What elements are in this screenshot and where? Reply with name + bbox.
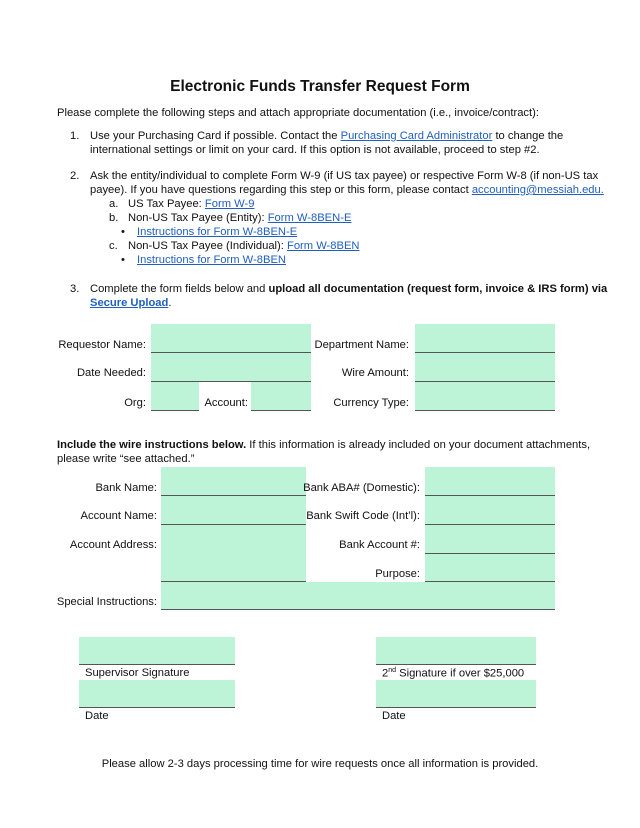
page-title: Electronic Funds Transfer Request Form (170, 78, 470, 95)
wire-amount-label: Wire Amount: (341, 367, 409, 379)
form-w8ben-e-link[interactable]: Form W-8BEN-E (267, 212, 352, 224)
supervisor-signature-input[interactable] (79, 637, 235, 665)
wire-amount-input[interactable] (415, 353, 555, 382)
date-needed-label: Date Needed: (76, 367, 146, 379)
org-label: Org: (124, 397, 146, 409)
bank-swift-input[interactable] (425, 496, 555, 525)
intro-text: Please complete the following steps and attach appropriate documentation (i.e., invoice/contract): (57, 107, 539, 119)
bank-account-label: Bank Account #: (339, 539, 420, 551)
instructions-w8ben-link[interactable]: Instructions for Form W-8BEN (137, 254, 286, 266)
department-name-input[interactable] (415, 324, 555, 353)
bank-name-label: Bank Name: (95, 482, 157, 494)
currency-type-label: Currency Type: (333, 397, 409, 409)
second-signature-input[interactable] (376, 637, 536, 665)
step-1-line2: international settings or limit on your card. If this option is not available, proceed to step #2. (90, 144, 540, 156)
account-label: Account: (204, 397, 248, 409)
footer-note: Please allow 2-3 days processing time for wire requests once all information is provided. (101, 758, 539, 770)
account-name-input[interactable] (161, 496, 306, 525)
secure-upload-link[interactable]: Secure Upload (90, 297, 169, 309)
currency-type-input[interactable] (415, 382, 555, 411)
step-2a-text: US Tax Payee: Form W-9 (128, 198, 255, 210)
step-2-line2: payee). If you have questions regarding this step or this form, please contact accounting@messiah.edu. (90, 184, 604, 196)
date-needed-input[interactable] (151, 353, 311, 382)
bank-name-input[interactable] (161, 467, 306, 496)
step-3-number: 3. (70, 283, 80, 295)
second-signature-label: 2nd Signature if over $25,000 (382, 667, 525, 680)
step-3-line1: Complete the form fields below and upload all documentation (request form, invoice & IRS form) via (90, 283, 608, 295)
second-date-input[interactable] (376, 680, 536, 708)
bank-aba-input[interactable] (425, 467, 555, 496)
form-w9-link[interactable]: Form W-9 (204, 198, 255, 210)
step-2-number: 2. (70, 170, 80, 182)
account-name-label: Account Name: (80, 510, 157, 522)
account-address-input[interactable] (161, 525, 306, 582)
step-1-line1: Use your Purchasing Card if possible. Contact the Purchasing Card Administrator to change the (90, 130, 564, 142)
bank-account-input[interactable] (425, 525, 555, 554)
accounting-email-link[interactable]: accounting@messiah.edu. (471, 184, 604, 196)
step-2c-marker: c. (109, 240, 118, 252)
purpose-input[interactable] (425, 554, 555, 582)
step-2b-marker: b. (109, 212, 119, 224)
instructions-w8ben-e-link[interactable]: Instructions for Form W-8BEN-E (137, 226, 298, 238)
requestor-name-label: Requestor Name: (58, 339, 146, 351)
step-2-line1: Ask the entity/individual to complete Form W-9 (if US tax payee) or respective Form W-8 (if non-US tax (90, 170, 599, 182)
wire-instructions-line1: Include the wire instructions below. If this information is already included on your document attachments, (57, 439, 591, 451)
special-instructions-input[interactable] (161, 582, 555, 610)
bullet-1: • (121, 226, 125, 238)
account-input[interactable] (251, 382, 311, 411)
step-1-number: 1. (70, 130, 80, 142)
purpose-label: Purpose: (375, 568, 420, 580)
step-2a-marker: a. (109, 198, 119, 210)
bank-swift-label: Bank Swift Code (Int’l): (306, 510, 420, 522)
requestor-name-input[interactable] (151, 324, 311, 353)
step-2c-text: Non-US Tax Payee (Individual): Form W-8BEN (128, 240, 360, 252)
step-2b-text: Non-US Tax Payee (Entity): Form W-8BEN-E (128, 212, 352, 224)
purchasing-card-admin-link[interactable]: Purchasing Card Administrator (340, 130, 493, 142)
supervisor-signature-label: Supervisor Signature (85, 667, 190, 679)
org-input[interactable] (151, 382, 199, 411)
form-w8ben-link[interactable]: Form W-8BEN (286, 240, 360, 252)
bank-aba-label: Bank ABA# (Domestic): (303, 482, 420, 494)
department-name-label: Department Name: (314, 339, 409, 351)
supervisor-date-input[interactable] (79, 680, 235, 708)
wire-instructions-line2: please write “see attached.” (57, 453, 195, 465)
special-instructions-label: Special Instructions: (56, 596, 157, 608)
account-address-label: Account Address: (69, 539, 157, 551)
second-date-label: Date (382, 710, 406, 722)
bullet-2: • (121, 254, 125, 266)
supervisor-date-label: Date (85, 710, 109, 722)
step-3-line2: Secure Upload. (90, 297, 172, 309)
